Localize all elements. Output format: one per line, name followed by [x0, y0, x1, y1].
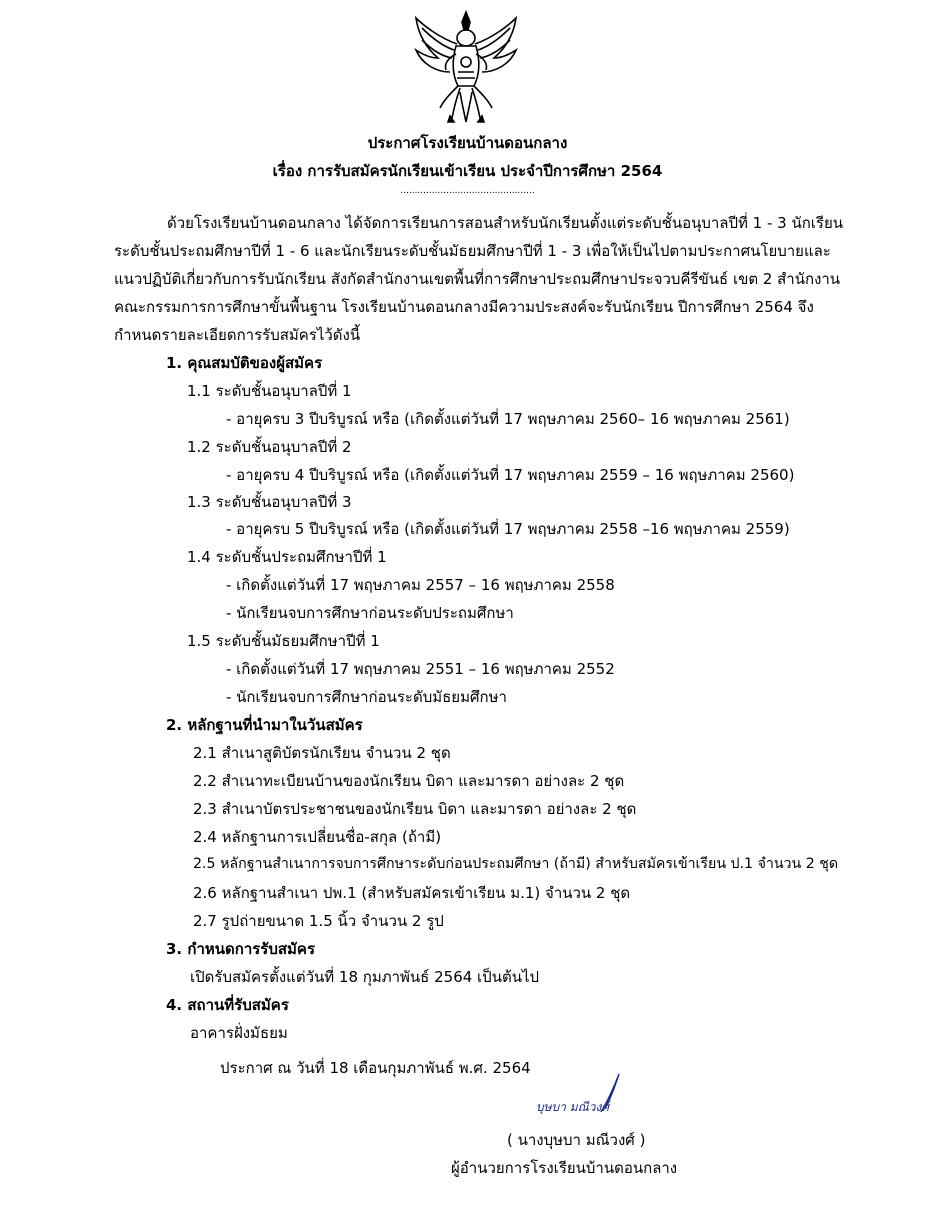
- section-3-heading: 3. กำหนดการรับสมัคร: [166, 940, 316, 958]
- section-1-item: - อายุครบ 5 ปีบริบูรณ์ หรือ (เกิดตั้งแต่วันที่ 17 พฤษภาคม 2558 –16 พฤษภาคม 2559): [226, 520, 790, 538]
- announcement-subject: เรื่อง การรับสมัครนักเรียนเข้าเรียน ประจำปีการศึกษา 2564: [272, 162, 663, 180]
- section-1-item: 1.5 ระดับชั้นมัธยมศึกษาปีที่ 1: [187, 632, 380, 650]
- section-2-item: 2.4 หลักฐานการเปลี่ยนชื่อ-สกุล (ถ้ามี): [193, 828, 442, 846]
- section-2-item: 2.1 สำเนาสูติบัตรนักเรียน จำนวน 2 ชุด: [193, 744, 451, 762]
- title-divider: ...............................................: [400, 186, 535, 196]
- section-1-item: 1.3 ระดับชั้นอนุบาลปีที่ 3: [187, 493, 352, 511]
- section-2-item: 2.6 หลักฐานสำเนา ปพ.1 (สำหรับสมัครเข้าเรียน ม.1) จำนวน 2 ชุด: [193, 884, 631, 902]
- intro-line-5: กำหนดรายละเอียดการรับสมัครไว้ดังนี้: [114, 326, 361, 344]
- intro-line-3: แนวปฏิบัติเกี่ยวกับการรับนักเรียน สังกัดสำนักงานเขตพื้นที่การศึกษาประถมศึกษาประจวบคีรีขันธ์ เขต 2 สำนักงาน: [114, 270, 841, 288]
- section-1-item: - เกิดตั้งแต่วันที่ 17 พฤษภาคม 2557 – 16 พฤษภาคม 2558: [226, 576, 615, 594]
- announcement-date: ประกาศ ณ วันที่ 18 เดือนกุมภาพันธ์ พ.ศ. 2564: [220, 1059, 531, 1077]
- signer-name: ( นางบุษบา มณีวงศ์ ): [507, 1131, 646, 1149]
- section-1-item: 1.1 ระดับชั้นอนุบาลปีที่ 1: [187, 382, 352, 400]
- application-period: เปิดรับสมัครตั้งแต่วันที่ 18 กุมภาพันธ์ 2564 เป็นต้นไป: [190, 968, 540, 986]
- section-1-item: - อายุครบ 3 ปีบริบูรณ์ หรือ (เกิดตั้งแต่วันที่ 17 พฤษภาคม 2560– 16 พฤษภาคม 2561): [226, 410, 790, 428]
- section-1-heading: 1. คุณสมบัติของผู้สมัคร: [166, 354, 323, 372]
- intro-line-1: ด้วยโรงเรียนบ้านดอนกลาง ได้จัดการเรียนการสอนสำหรับนักเรียนตั้งแต่ระดับชั้นอนุบาลปีที่ 1 - 3 นักเรียน: [167, 214, 844, 232]
- section-2-heading: 2. หลักฐานที่นำมาในวันสมัคร: [166, 716, 363, 734]
- section-1-item: 1.2 ระดับชั้นอนุบาลปีที่ 2: [187, 438, 352, 456]
- application-location: อาคารฝั่งมัธยม: [190, 1024, 288, 1042]
- intro-line-2: ระดับชั้นประถมศึกษาปีที่ 1 - 6 และนักเรียนระดับชั้นมัธยมศึกษาปีที่ 1 - 3 เพื่อให้เป็นไปตามประกาศนโยบายและ: [114, 242, 831, 260]
- section-1-item: - เกิดตั้งแต่วันที่ 17 พฤษภาคม 2551 – 16 พฤษภาคม 2552: [226, 660, 615, 678]
- signature: บุษบา มณีวงศ์: [536, 1100, 609, 1114]
- section-1-item: - นักเรียนจบการศึกษาก่อนระดับประถมศึกษา: [226, 604, 514, 622]
- intro-line-4: คณะกรรมการการศึกษาขั้นพื้นฐาน โรงเรียนบ้านดอนกลางมีความประสงค์จะรับนักเรียน ปีการศึกษา 2564 จึง: [114, 298, 814, 316]
- section-2-item: 2.3 สำเนาบัตรประชาชนของนักเรียน บิดา และมารดา อย่างละ 2 ชุด: [193, 800, 637, 818]
- section-2-item: 2.2 สำเนาทะเบียนบ้านของนักเรียน บิดา และมารดา อย่างละ 2 ชุด: [193, 772, 625, 790]
- announcement-title: ประกาศโรงเรียนบ้านดอนกลาง: [367, 134, 568, 152]
- section-4-heading: 4. สถานที่รับสมัคร: [166, 996, 289, 1014]
- section-1-item: 1.4 ระดับชั้นประถมศึกษาปีที่ 1: [187, 548, 387, 566]
- section-1-item: - นักเรียนจบการศึกษาก่อนระดับมัธยมศึกษา: [226, 688, 507, 706]
- signature-flourish-icon: [535, 1068, 625, 1120]
- section-2-item: 2.7 รูปถ่ายขนาด 1.5 นิ้ว จำนวน 2 รูป: [193, 912, 444, 930]
- signer-position: ผู้อำนวยการโรงเรียนบ้านดอนกลาง: [451, 1159, 678, 1177]
- garuda-emblem-icon: [410, 8, 522, 126]
- section-2-item: 2.5 หลักฐานสำเนาการจบการศึกษาระดับก่อนประถมศึกษา (ถ้ามี) สำหรับสมัครเข้าเรียน ป.1 จำนวน 2 ชุด: [193, 856, 839, 872]
- section-1-item: - อายุครบ 4 ปีบริบูรณ์ หรือ (เกิดตั้งแต่วันที่ 17 พฤษภาคม 2559 – 16 พฤษภาคม 2560): [226, 466, 795, 484]
